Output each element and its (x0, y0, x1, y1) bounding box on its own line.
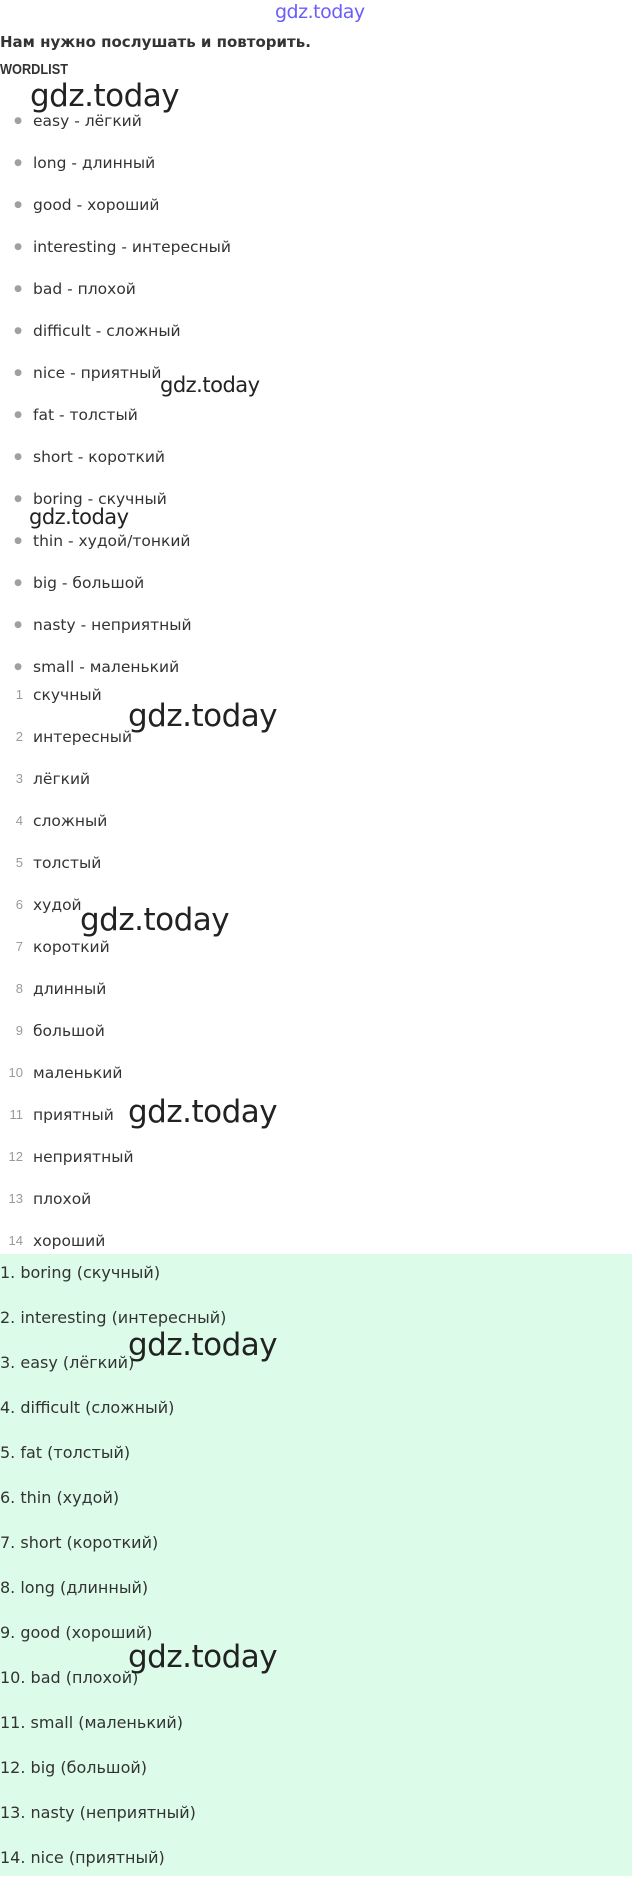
item-number: 2 (15, 729, 23, 744)
item-number: 8 (15, 981, 23, 996)
word-pair: small - маленький (33, 658, 180, 676)
answer-item: 10. bad (плохой) (0, 1668, 139, 1687)
list-item (0, 612, 231, 654)
answers-block (0, 1254, 632, 1876)
item-text: приятный (33, 1106, 114, 1124)
word-pair: big - большой (33, 574, 145, 592)
item-text: интересный (33, 728, 133, 746)
list-item (0, 276, 231, 318)
answer-item: 9. good (хороший) (0, 1623, 153, 1642)
bullet-icon: ● (14, 200, 22, 210)
list-item (0, 1018, 134, 1060)
item-number: 12 (8, 1149, 23, 1164)
item-number: 4 (15, 813, 23, 828)
list-item (0, 808, 134, 850)
word-pair: good - хороший (33, 196, 160, 214)
watermark: gdz.today (30, 78, 180, 114)
item-number: 3 (15, 771, 23, 786)
watermark: gdz.today (80, 902, 230, 938)
word-pair: thin - худой/тонкий (33, 532, 191, 550)
list-item (0, 570, 231, 612)
wordlist-title: WORDLIST (0, 61, 68, 78)
answer-item: 12. big (большой) (0, 1758, 147, 1777)
answer-item: 3. easy (лёгкий) (0, 1353, 135, 1372)
bullet-icon: ● (14, 494, 22, 504)
item-number: 14 (8, 1233, 23, 1248)
answer-item: 11. small (маленький) (0, 1713, 184, 1732)
list-item (0, 1144, 134, 1186)
wordlist (0, 108, 231, 696)
site-logo[interactable]: gdz.today (275, 1, 365, 23)
answer-item: 8. long (длинный) (0, 1578, 149, 1597)
answers-list (0, 1254, 632, 1890)
watermark: gdz.today (29, 505, 129, 529)
watermark: gdz.today (128, 698, 278, 734)
item-text: длинный (33, 980, 107, 998)
list-item (0, 234, 231, 276)
list-item (0, 724, 134, 766)
intro-text: Нам нужно послушать и повторить. (0, 33, 311, 51)
word-pair: interesting - интересный (33, 238, 231, 256)
list-item (0, 402, 231, 444)
bullet-icon: ● (14, 536, 22, 546)
item-text: короткий (33, 938, 110, 956)
bullet-icon: ● (14, 368, 22, 378)
numbered-list (0, 682, 134, 1270)
list-item (0, 1186, 134, 1228)
list-item (0, 150, 231, 192)
item-text: плохой (33, 1190, 92, 1208)
bullet-icon: ● (14, 620, 22, 630)
list-item (0, 1102, 134, 1144)
item-number: 11 (9, 1107, 23, 1122)
bullet-icon: ● (14, 662, 22, 672)
list-item (0, 1060, 134, 1102)
item-number: 7 (15, 939, 23, 954)
item-number: 5 (15, 855, 23, 870)
item-text: лёгкий (33, 770, 91, 788)
list-item (0, 528, 231, 570)
answer-item: 2. interesting (интересный) (0, 1308, 227, 1327)
word-pair: boring - скучный (33, 490, 167, 508)
list-item (0, 108, 231, 150)
bullet-icon: ● (14, 116, 22, 126)
answer-item: 1. boring (скучный) (0, 1263, 161, 1282)
item-number: 9 (15, 1023, 23, 1038)
word-pair: difficult - сложный (33, 322, 181, 340)
item-number: 1 (15, 687, 23, 702)
item-number: 13 (8, 1191, 23, 1206)
watermark: gdz.today (128, 1094, 278, 1130)
watermark: gdz.today (128, 1639, 278, 1675)
item-text: сложный (33, 812, 108, 830)
answer-item: 6. thin (худой) (0, 1488, 120, 1507)
word-pair: easy - лёгкий (33, 112, 142, 130)
watermark: gdz.today (128, 1327, 278, 1363)
word-pair: bad - плохой (33, 280, 136, 298)
answer-item: 14. nice (приятный) (0, 1848, 165, 1867)
word-pair: nasty - неприятный (33, 616, 192, 634)
word-pair: short - короткий (33, 448, 165, 466)
answer-item: 7. short (короткий) (0, 1533, 159, 1552)
bullet-icon: ● (14, 410, 22, 420)
list-item (0, 850, 134, 892)
bullet-icon: ● (14, 158, 22, 168)
word-pair: nice - приятный (33, 364, 162, 382)
list-item (0, 444, 231, 486)
word-pair: fat - толстый (33, 406, 138, 424)
item-text: неприятный (33, 1148, 134, 1166)
list-item (0, 682, 134, 724)
item-text: маленький (33, 1064, 123, 1082)
item-number: 10 (8, 1065, 23, 1080)
list-item (0, 318, 231, 360)
list-item (0, 934, 134, 976)
item-text: толстый (33, 854, 102, 872)
list-item (0, 766, 134, 808)
bullet-icon: ● (14, 452, 22, 462)
bullet-icon: ● (14, 284, 22, 294)
answer-item: 4. difficult (сложный) (0, 1398, 175, 1417)
bullet-icon: ● (14, 326, 22, 336)
item-text: большой (33, 1022, 105, 1040)
list-item (0, 192, 231, 234)
answer-item: 13. nasty (неприятный) (0, 1803, 196, 1822)
item-text: худой (33, 896, 82, 914)
item-text: скучный (33, 686, 102, 704)
watermark: gdz.today (160, 373, 260, 397)
bullet-icon: ● (14, 578, 22, 588)
answer-item: 5. fat (толстый) (0, 1443, 131, 1462)
item-number: 6 (15, 897, 23, 912)
item-text: хороший (33, 1232, 106, 1250)
bullet-icon: ● (14, 242, 22, 252)
list-item (0, 976, 134, 1018)
word-pair: long - длинный (33, 154, 156, 172)
